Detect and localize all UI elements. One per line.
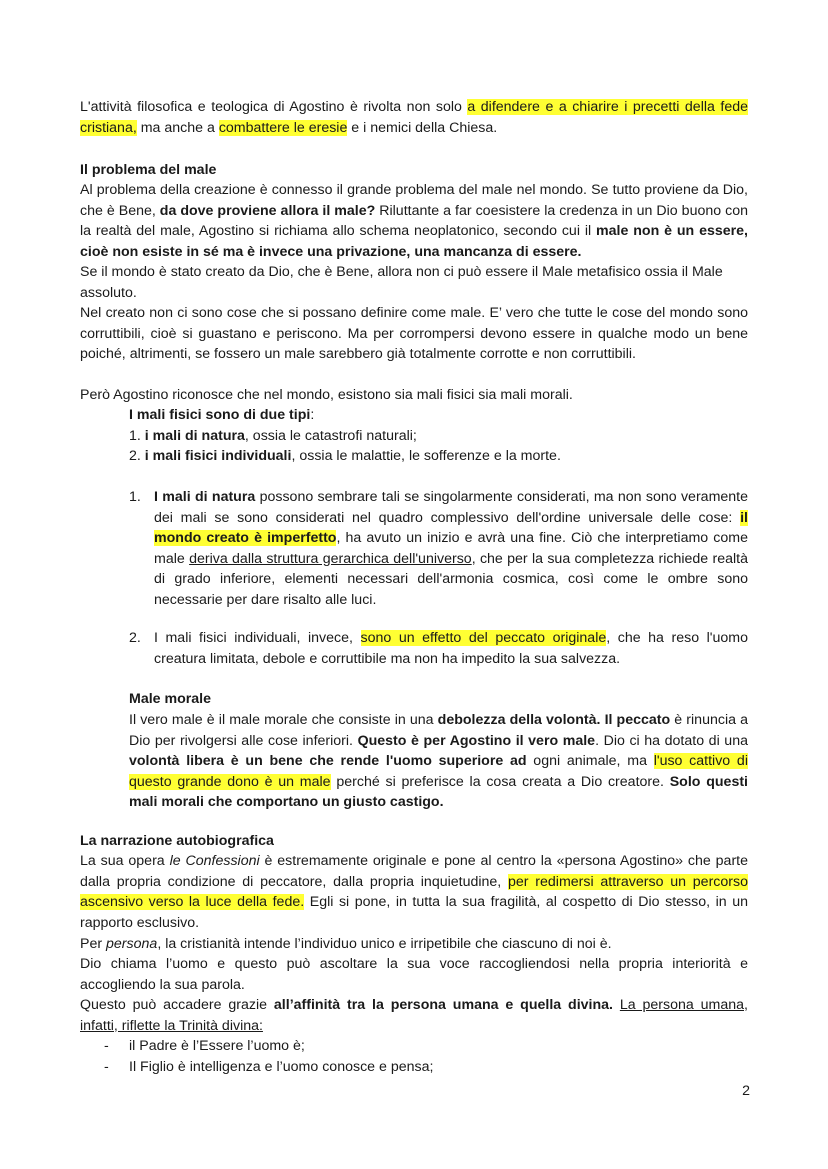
bullet-item: il Padre è l’Essere l’uomo è; [129, 1038, 305, 1054]
numbered-paragraph [154, 487, 748, 611]
text: Il vero male è il male morale che consiste in una [129, 712, 438, 728]
bullet-dash: - [104, 1038, 109, 1054]
text: L'attività filosofica e teologica di Agostino è rivolta non solo [80, 99, 468, 115]
bold-text: Questo è per Agostino il vero male [357, 732, 596, 749]
bold-text: male non è un essere, cioè non esiste in sé ma è invece una privazione, una mancanza di essere. [80, 223, 748, 260]
paragraph [80, 995, 748, 1036]
text: perché si preferisce la cosa creata a Dio creatore. [330, 773, 670, 790]
bold-text: i mali fisici individuali [144, 448, 292, 464]
list-item [129, 446, 748, 467]
heading-text: La narrazione autobiografica [80, 833, 274, 849]
list-number: 2. [129, 448, 141, 464]
text: La sua opera [80, 853, 170, 869]
numbered-paragraph [154, 628, 748, 669]
text: : [310, 407, 315, 423]
text: è estremamente originale e pone al centro la «persona Agostino» che parte dalla propria condizione di peccatore, dalla propria inquietudine, [80, 853, 748, 890]
paragraph: Se il mondo è stato creato da Dio, che è Bene, allora non ci può essere il Male metafisico ossia il Male assoluto. [80, 264, 723, 301]
text: Al problema della creazione è connesso il grande problema del male nel mondo. Se tutto proviene da Dio, che è Bene, [80, 182, 748, 219]
text: , ossia le catastrofi naturali; [244, 428, 417, 444]
text: . Dio ci ha dotato di una [595, 732, 748, 749]
page-number: 2 [742, 1083, 750, 1099]
text: Riluttante a far coesistere la credenza in un Dio buono con la realtà del male, Agostino si richiama allo schema neoplatonico, secondo cui il [80, 202, 748, 240]
paragraph: Però Agostino riconosce che nel mondo, esistono sia mali fisici sia mali morali. [80, 387, 573, 403]
bold-text: i mali di natura [144, 428, 245, 444]
italic-text: persona [106, 936, 158, 952]
subheading [129, 405, 748, 426]
section-heading [80, 831, 748, 852]
text: ma anche a [136, 119, 219, 136]
text: , la cristianità intende l’individuo unico e irripetibile che ciascuno di noi è. [157, 936, 612, 952]
list-number: 2. [129, 630, 141, 646]
text [613, 997, 620, 1013]
text: , ossia le malattie, le sofferenze e la morte. [291, 448, 561, 464]
intro-paragraph [80, 97, 748, 138]
bullet-item: Il Figlio è intelligenza e l’uomo conosce e pensa; [129, 1059, 434, 1075]
bold-text: Male morale [129, 691, 212, 707]
underlined-text: deriva dalla struttura gerarchica dell'universo [189, 550, 472, 567]
bold-text: da dove proviene allora il male? [159, 202, 376, 219]
bold-text: I mali fisici sono di due tipi [129, 407, 311, 423]
text: , che per la sua completezza richiede realtà di grado inferiore, elementi necessari dell'armonia cosmica, così come le ombre sono necessarie per dare risalto alle luci. [154, 550, 748, 608]
text: Questo può accadere grazie [80, 997, 274, 1013]
text: , ha avuto un inizio e avrà una fine. Ciò che interpretiamo come male [154, 530, 748, 567]
bold-text: volontà libera è un bene che rende l'uomo superiore ad [129, 753, 527, 770]
subheading [129, 689, 748, 710]
bold-text: I mali di natura [154, 489, 256, 505]
bullet-dash: - [104, 1059, 109, 1075]
paragraph [80, 851, 748, 933]
paragraph: Nel creato non ci sono cose che si possano definire come male. E’ vero che tutte le cose del mondo sono corruttibili, cioè si guastano e periscono. Ma per corrompersi devono essere in qualche modo un bene poiché, altrimenti, se fossero un male sarebbero già totalmente corrotte e non corruttibili. [80, 305, 748, 363]
paragraph: Dio chiama l’uomo e questo può ascoltare la sua voce raccogliendosi nella propria interiorità e accogliendo la sua parola. [80, 956, 748, 993]
list-number: 1. [129, 428, 141, 444]
highlight: per redimersi attraverso un percorso ascensivo verso la luce della fede. [80, 873, 748, 911]
text: I mali fisici individuali, invece, [154, 630, 361, 646]
paragraph [129, 710, 748, 813]
bold-text: Solo questi mali morali che comportano un giusto castigo. [129, 773, 748, 811]
bold-text: debolezza della volontà. [437, 712, 601, 728]
bold-text: Il peccato [604, 712, 671, 728]
text: e i nemici della Chiesa. [347, 119, 498, 136]
highlight: a difendere e a chiarire i precetti della fede cristiana, [80, 99, 748, 136]
text: possono sembrare tali se singolarmente considerati, ma non sono veramente dei mali se sono considerati nel quadro complessivo dell'ordine universale delle cose: [154, 489, 748, 526]
text: Per [80, 936, 107, 952]
highlight: l'uso cattivo di questo grande dono è un male [129, 753, 748, 790]
underlined-text: La persona umana, infatti, riflette la Trinità divina: [80, 997, 748, 1034]
highlight: combattere le eresie [218, 119, 348, 136]
italic-text: le Confessioni [169, 853, 260, 869]
paragraph [80, 180, 748, 262]
section-heading [80, 160, 748, 181]
text: ogni animale, ma [526, 753, 654, 770]
paragraph [80, 934, 748, 955]
bold-text: all’affinità tra la persona umana e quella divina. [273, 997, 613, 1013]
list-item [129, 426, 748, 447]
highlight: sono un effetto del peccato originale [360, 630, 607, 646]
list-number: 1. [129, 489, 141, 505]
heading-text: Il problema del male [80, 162, 217, 178]
text: Egli si pone, in tutta la sua fragilità, al cospetto di Dio stesso, in un rapporto esclusivo. [80, 894, 748, 931]
highlight: il mondo creato è imperfetto [154, 509, 748, 547]
text: è rinuncia a Dio per rivolgersi alle cose inferiori. [129, 712, 749, 749]
text: , che ha reso l'uomo creatura limitata, debole e corruttibile ma non ha impedito la sua salvezza. [154, 630, 748, 667]
